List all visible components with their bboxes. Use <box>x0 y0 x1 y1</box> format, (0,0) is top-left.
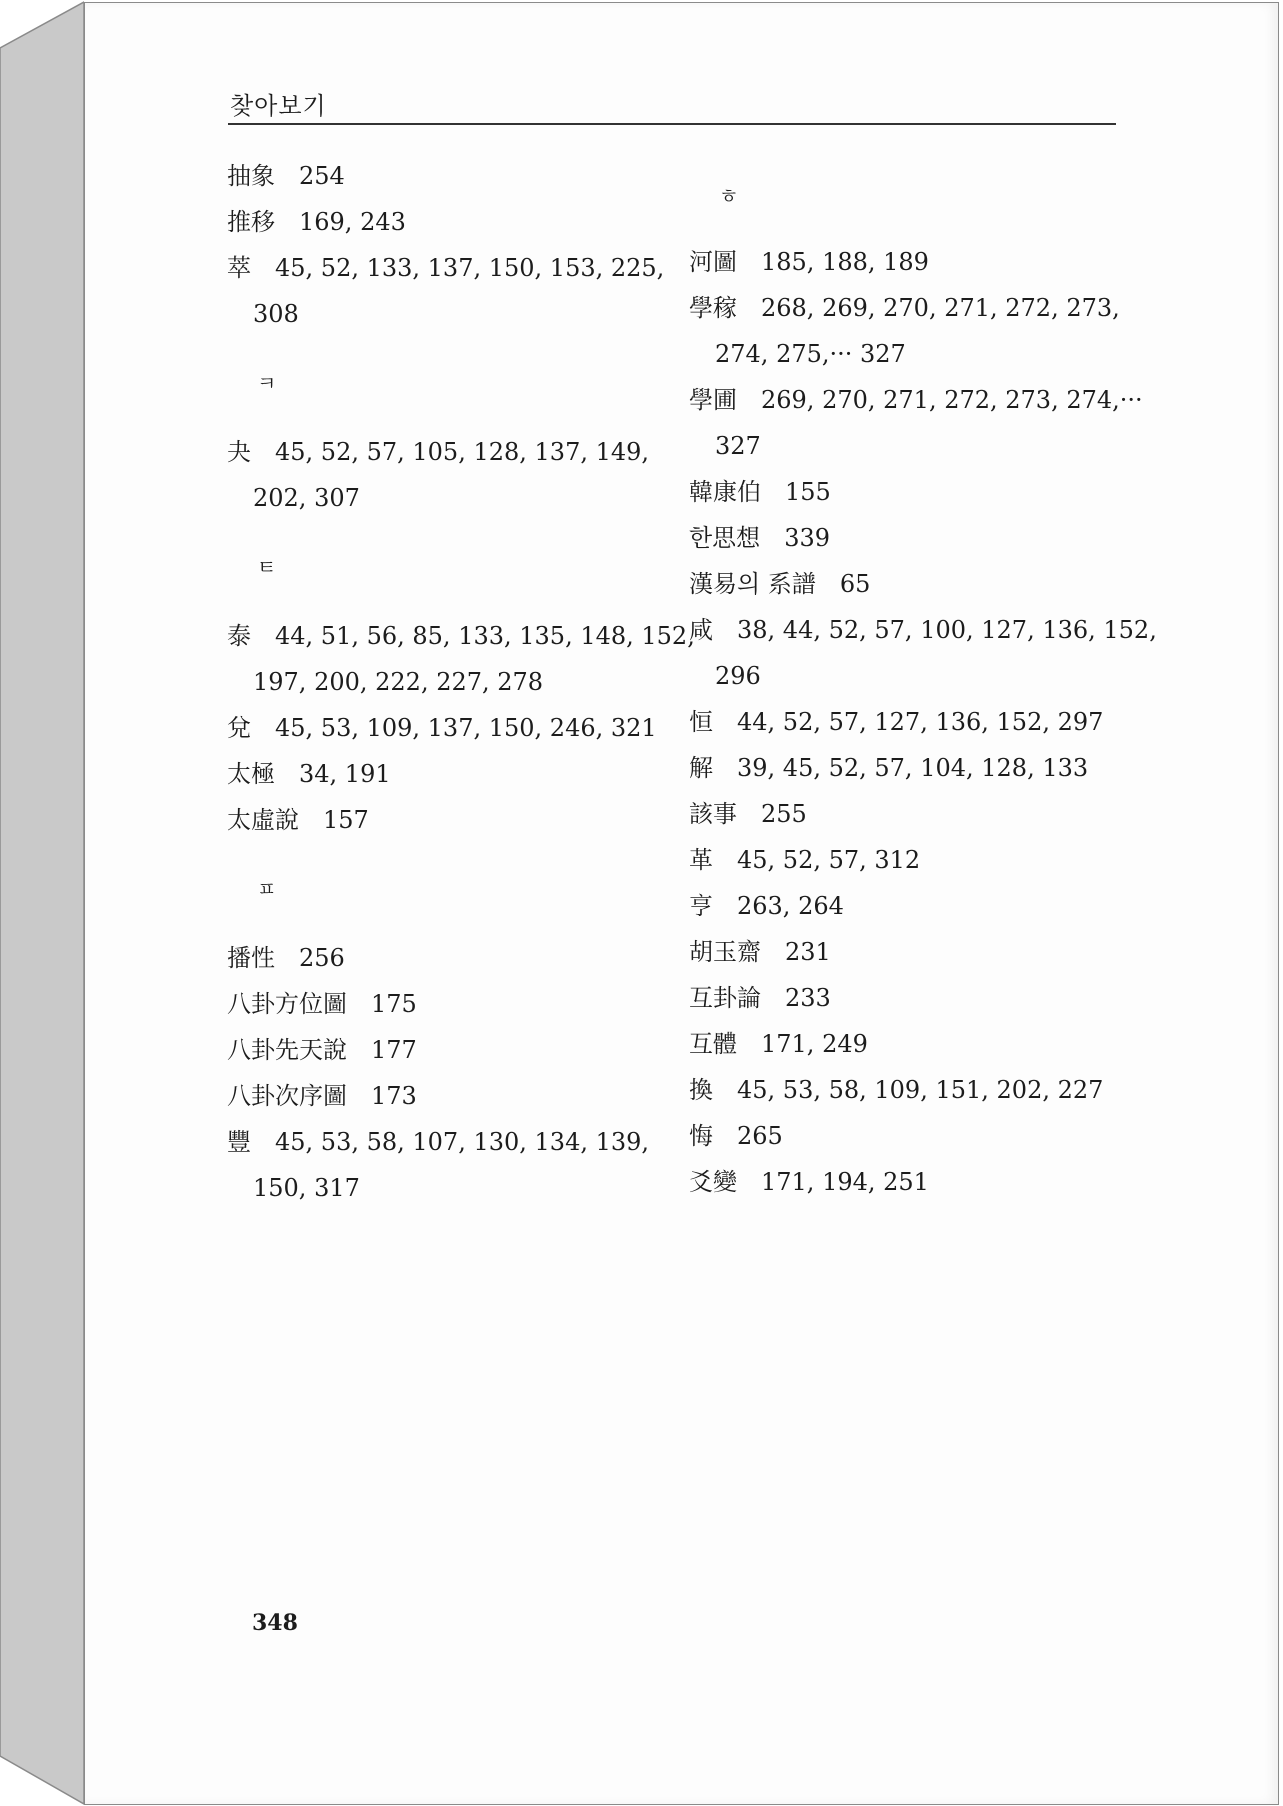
index-entry <box>227 981 667 1027</box>
index-term: 換 <box>689 1076 713 1104</box>
index-pages-continued: 202, 307 <box>253 484 360 512</box>
index-term: 爻變 <box>689 1168 737 1196</box>
index-section-heading: ㅎ <box>719 184 739 208</box>
index-term: 胡玉齋 <box>689 938 761 966</box>
index-term: 泰 <box>227 622 251 650</box>
index-pages: 34, 191 <box>299 760 391 788</box>
index-pages: 233 <box>785 984 831 1012</box>
index-section-heading: ㅋ <box>257 371 277 395</box>
index-pages-continued: 327 <box>715 432 761 460</box>
index-pages: 175 <box>371 990 417 1018</box>
index-pages: 255 <box>761 800 807 828</box>
index-entry <box>689 607 1157 653</box>
index-entry <box>227 1119 667 1165</box>
index-term: 恒 <box>689 708 713 736</box>
index-column-right <box>689 153 1157 1205</box>
index-term: 太極 <box>227 760 275 788</box>
index-term: 悔 <box>689 1122 713 1150</box>
index-pages: 177 <box>371 1036 417 1064</box>
index-term: 萃 <box>227 254 251 282</box>
index-pages: 254 <box>299 162 345 190</box>
index-entry <box>689 699 1129 745</box>
index-entry <box>689 837 1129 883</box>
index-pages: 173 <box>371 1082 417 1110</box>
index-entry <box>227 613 695 659</box>
index-pages: 45, 53, 58, 109, 151, 202, 227 <box>737 1076 1104 1104</box>
index-entry <box>689 469 1129 515</box>
index-entry <box>227 429 667 475</box>
index-term: 兌 <box>227 714 251 742</box>
index-term: 亨 <box>689 892 713 920</box>
index-term: 該事 <box>689 800 737 828</box>
index-term: 한思想 <box>689 524 761 552</box>
index-term: 學圃 <box>689 386 737 414</box>
index-column-left <box>227 153 695 1211</box>
index-term: 八卦次序圖 <box>227 1082 347 1110</box>
index-term: 韓康伯 <box>689 478 761 506</box>
index-pages: 65 <box>839 570 871 598</box>
index-term: 咸 <box>689 616 713 644</box>
index-pages: 44, 52, 57, 127, 136, 152, 297 <box>737 708 1104 736</box>
index-term: 推移 <box>227 208 275 236</box>
index-entry <box>689 883 1129 929</box>
index-pages: 45, 52, 133, 137, 150, 153, 225, <box>275 254 665 282</box>
index-pages: 39, 45, 52, 57, 104, 128, 133 <box>737 754 1089 782</box>
index-term: 夬 <box>227 438 251 466</box>
index-pages-continued: 296 <box>715 662 761 690</box>
index-pages: 265 <box>737 1122 783 1150</box>
index-pages: 269, 270, 271, 272, 273, 274,··· <box>761 386 1143 414</box>
index-entry <box>689 929 1129 975</box>
index-entry <box>227 1027 667 1073</box>
index-entry <box>227 935 667 981</box>
index-pages-continued: 308 <box>253 300 299 328</box>
index-entry <box>689 791 1129 837</box>
index-term: 太虛說 <box>227 806 299 834</box>
index-pages-continued: 150, 317 <box>253 1174 360 1202</box>
index-term: 豐 <box>227 1128 251 1156</box>
index-term: 八卦先天說 <box>227 1036 347 1064</box>
index-term: 學稼 <box>689 294 737 322</box>
index-entry <box>689 745 1129 791</box>
index-entry <box>689 1021 1129 1067</box>
index-pages: 45, 52, 57, 105, 128, 137, 149, <box>275 438 650 466</box>
index-entry <box>689 515 1129 561</box>
index-pages: 171, 249 <box>761 1030 868 1058</box>
index-term: 互卦論 <box>689 984 761 1012</box>
index-pages: 157 <box>323 806 369 834</box>
index-entry <box>227 797 667 843</box>
index-entry <box>689 285 1129 331</box>
index-pages: 339 <box>784 524 830 552</box>
index-pages: 45, 53, 109, 137, 150, 246, 321 <box>275 714 657 742</box>
index-term: 抽象 <box>227 162 275 190</box>
index-pages: 268, 269, 270, 271, 272, 273, <box>761 294 1120 322</box>
index-pages: 185, 188, 189 <box>761 248 929 276</box>
page-stack-edge <box>0 0 84 1806</box>
index-entry <box>689 377 1143 423</box>
index-entry <box>689 1159 1129 1205</box>
index-entry <box>689 239 1129 285</box>
index-term: 八卦方位圖 <box>227 990 347 1018</box>
index-pages: 44, 51, 56, 85, 133, 135, 148, 152, <box>275 622 695 650</box>
index-pages-continued: 274, 275,··· 327 <box>715 340 906 368</box>
index-entry <box>689 1113 1129 1159</box>
index-entry <box>689 561 1129 607</box>
header-rule <box>228 123 1116 125</box>
index-entry <box>227 199 667 245</box>
index-pages-continued: 197, 200, 222, 227, 278 <box>253 668 544 696</box>
index-pages: 155 <box>785 478 831 506</box>
index-entry <box>689 975 1129 1021</box>
index-term: 互體 <box>689 1030 737 1058</box>
index-pages: 171, 194, 251 <box>761 1168 929 1196</box>
index-pages: 169, 243 <box>299 208 406 236</box>
index-term: 解 <box>689 754 713 782</box>
index-entry <box>227 153 667 199</box>
index-term: 河圖 <box>689 248 737 276</box>
index-term: 播性 <box>227 944 275 972</box>
index-pages: 45, 52, 57, 312 <box>737 846 921 874</box>
index-term: 革 <box>689 846 713 874</box>
index-entry <box>227 1073 667 1119</box>
index-section-heading: ㅌ <box>257 555 277 579</box>
running-head: 찾아보기 <box>230 92 327 120</box>
index-pages: 231 <box>785 938 831 966</box>
index-pages: 256 <box>299 944 345 972</box>
index-pages: 38, 44, 52, 57, 100, 127, 136, 152, <box>737 616 1157 644</box>
index-entry <box>227 751 667 797</box>
index-section-heading: ㅍ <box>257 877 277 901</box>
index-pages: 45, 53, 58, 107, 130, 134, 139, <box>275 1128 650 1156</box>
index-pages: 263, 264 <box>737 892 844 920</box>
index-entry <box>227 245 667 291</box>
index-term: 漢易의 系譜 <box>689 570 816 598</box>
page-number: 348 <box>252 1610 298 1636</box>
index-entry <box>689 1067 1129 1113</box>
index-entry <box>227 705 667 751</box>
